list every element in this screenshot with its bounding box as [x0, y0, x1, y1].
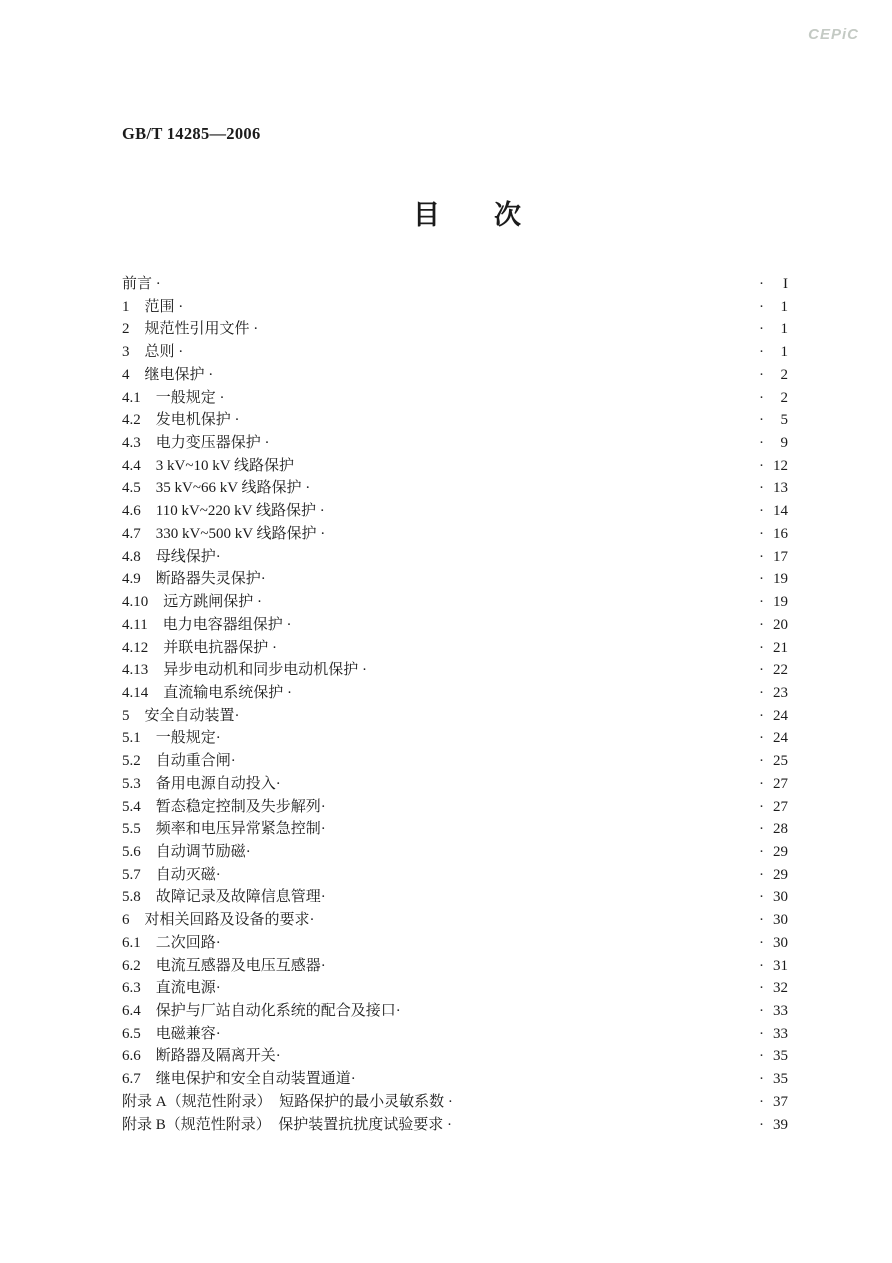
- toc-leader-dot: ·: [759, 457, 764, 474]
- toc-leader-dot: ·: [759, 639, 764, 656]
- toc-entry-label: 4.7 330 kV~500 kV 线路保护 ·: [122, 525, 326, 542]
- toc-entry: [122, 750, 788, 773]
- toc-entry-label: 4.6 110 kV~220 kV 线路保护 ·: [122, 503, 325, 520]
- toc-leader-dot: ·: [759, 866, 764, 883]
- toc-entry-page: 21: [773, 639, 788, 656]
- toc-leader-dot: ·: [759, 889, 764, 906]
- cepic-logo: CEPiC: [808, 26, 859, 43]
- toc-leader-dot: ·: [759, 730, 764, 747]
- toc-leader-dot: ·: [759, 503, 764, 520]
- toc-leader-dot: ·: [759, 616, 764, 633]
- toc-entry-page: 35: [773, 1048, 788, 1065]
- toc-leader-dot: ·: [759, 1071, 764, 1088]
- toc-entry-page: 22: [773, 662, 788, 679]
- toc-entry: [122, 523, 788, 546]
- toc-entry: [122, 909, 788, 932]
- toc-entry-label: 6.3 直流电源·: [122, 980, 221, 997]
- toc-leader-dot: ·: [759, 934, 764, 951]
- toc-entry: [122, 568, 788, 591]
- toc-leader-dot: ·: [759, 321, 764, 338]
- toc-entry: [122, 341, 788, 364]
- toc-entry-page: I: [783, 276, 788, 292]
- toc-entry: [122, 955, 788, 978]
- toc-entry: [122, 614, 788, 637]
- toc-entry-label: 4.12 并联电抗器保护 ·: [122, 639, 277, 656]
- toc-entry-page: 1: [780, 298, 788, 315]
- toc-entry-page: 35: [773, 1071, 788, 1088]
- toc-entry-page: 14: [773, 503, 788, 520]
- toc-entry: [122, 977, 788, 1000]
- toc-entry-label: 4.10 远方跳闸保护 ·: [122, 594, 262, 611]
- toc-entry-label: 4 继电保护 ·: [122, 366, 214, 383]
- toc-entry-label: 6 对相关回路及设备的要求·: [122, 912, 315, 929]
- toc-entry: [122, 796, 788, 819]
- toc-leader-dot: ·: [759, 707, 764, 724]
- toc-entry-page: 39: [773, 1116, 788, 1133]
- toc-entry-label: 5.4 暂态稳定控制及失步解列·: [122, 798, 326, 815]
- toc-entry-label: 6.1 二次回路·: [122, 934, 221, 951]
- toc-entry-label: 4.14 直流输电系统保护 ·: [122, 684, 292, 701]
- toc-entry-label: 4.9 断路器失灵保护·: [122, 571, 266, 588]
- toc-list: [122, 273, 788, 1136]
- toc-entry-page: 30: [773, 889, 788, 906]
- toc-entry-label: 4.4 3 kV~10 kV 线路保护: [122, 457, 295, 474]
- toc-entry-label: 5.1 一般规定·: [122, 730, 221, 747]
- toc-entry: [122, 841, 788, 864]
- toc-entry-page: 19: [773, 594, 788, 611]
- toc-leader-dot: ·: [759, 1048, 764, 1065]
- toc-entry: [122, 296, 788, 319]
- toc-entry: [122, 591, 788, 614]
- toc-entry-label: 4.5 35 kV~66 kV 线路保护 ·: [122, 480, 311, 497]
- toc-entry: [122, 637, 788, 660]
- toc-entry-label: 5.5 频率和电压异常紧急控制·: [122, 821, 326, 838]
- toc-entry-page: 27: [773, 798, 788, 815]
- toc-leader-dot: ·: [759, 366, 764, 383]
- toc-entry-label: 4.1 一般规定 ·: [122, 389, 225, 406]
- toc-leader-dot: ·: [759, 684, 764, 701]
- toc-entry-page: 20: [773, 616, 788, 633]
- toc-entry-page: 25: [773, 753, 788, 770]
- toc-leader-dot: ·: [759, 548, 764, 565]
- toc-leader-dot: ·: [759, 480, 764, 497]
- toc-entry-label: 6.2 电流互感器及电压互感器·: [122, 957, 326, 974]
- toc-leader-dot: ·: [759, 1025, 764, 1042]
- toc-leader-dot: ·: [759, 525, 764, 542]
- toc-entry: [122, 682, 788, 705]
- toc-entry-page: 16: [773, 525, 788, 542]
- toc-entry-label: 6.4 保护与厂站自动化系统的配合及接口·: [122, 1003, 401, 1019]
- toc-entry: [122, 546, 788, 569]
- toc-leader-dot: ·: [759, 571, 764, 588]
- standard-code: GB/T 14285—2006: [122, 124, 261, 143]
- toc-entry-label: 4.13 异步电动机和同步电动机保护 ·: [122, 662, 367, 679]
- toc-leader-dot: ·: [759, 594, 764, 611]
- toc-entry: [122, 705, 788, 728]
- toc-entry: [122, 727, 788, 750]
- toc-entry-label: 附录 A（规范性附录） 短路保护的最小灵敏系数 ·: [122, 1093, 453, 1110]
- toc-entry: [122, 1091, 788, 1114]
- toc-leader-dot: ·: [759, 298, 764, 315]
- toc-entry: [122, 273, 788, 296]
- toc-leader-dot: ·: [759, 1093, 764, 1110]
- toc-entry-label: 3 总则 ·: [122, 344, 184, 361]
- toc-leader-dot: ·: [759, 798, 764, 815]
- toc-entry: [122, 387, 788, 410]
- toc-entry-label: 6.7 继电保护和安全自动装置通道·: [122, 1071, 356, 1088]
- toc-entry-page: 13: [773, 480, 788, 497]
- toc-entry-label: 5.6 自动调节励磁·: [122, 843, 251, 860]
- toc-leader-dot: ·: [759, 957, 764, 974]
- toc-entry: [122, 932, 788, 955]
- toc-entry-page: 30: [773, 912, 788, 929]
- toc-leader-dot: ·: [759, 435, 764, 452]
- toc-entry-page: 17: [773, 548, 788, 565]
- toc-entry-label: 4.3 电力变压器保护 ·: [122, 435, 270, 452]
- toc-leader-dot: ·: [759, 276, 764, 292]
- toc-entry-page: 12: [773, 457, 788, 474]
- toc-entry: [122, 1068, 788, 1091]
- toc-entry-page: 1: [780, 321, 788, 338]
- toc-leader-dot: ·: [759, 912, 764, 929]
- toc-entry-label: 5.8 故障记录及故障信息管理·: [122, 889, 326, 906]
- toc-entry: [122, 364, 788, 387]
- toc-entry-page: 1: [780, 344, 788, 361]
- toc-entry-page: 31: [773, 957, 788, 974]
- toc-entry-page: 2: [780, 389, 788, 406]
- toc-leader-dot: ·: [759, 843, 764, 860]
- toc-entry-page: 32: [773, 980, 788, 997]
- toc-entry-page: 33: [773, 1003, 788, 1019]
- toc-entry: [122, 318, 788, 341]
- toc-entry-page: 29: [773, 866, 788, 883]
- toc-entry: [122, 455, 788, 478]
- toc-entry-page: 2: [780, 366, 788, 383]
- toc-entry-label: 5 安全自动装置·: [122, 707, 240, 724]
- toc-entry-page: 19: [773, 571, 788, 588]
- toc-entry: [122, 500, 788, 523]
- toc-entry: [122, 1023, 788, 1046]
- toc-entry: [122, 864, 788, 887]
- toc-entry: [122, 1114, 788, 1137]
- toc-entry-page: 24: [773, 730, 788, 747]
- toc-entry-page: 9: [780, 435, 788, 452]
- toc-entry-page: 28: [773, 821, 788, 838]
- toc-leader-dot: ·: [759, 389, 764, 406]
- toc-entry-page: 23: [773, 684, 788, 701]
- toc-entry-label: 1 范围 ·: [122, 298, 184, 315]
- toc-entry-page: 5: [780, 412, 788, 429]
- toc-entry-label: 6.5 电磁兼容·: [122, 1025, 221, 1042]
- toc-entry: [122, 409, 788, 432]
- toc-entry: [122, 432, 788, 455]
- toc-leader-dot: ·: [759, 753, 764, 770]
- toc-entry: [122, 1000, 788, 1023]
- toc-entry-page: 29: [773, 843, 788, 860]
- toc-entry: [122, 659, 788, 682]
- toc-entry-page: 24: [773, 707, 788, 724]
- toc-entry: [122, 773, 788, 796]
- toc-leader-dot: ·: [759, 821, 764, 838]
- toc-page-title: 目 次: [413, 200, 521, 230]
- toc-entry-label: 6.6 断路器及隔离开关·: [122, 1048, 281, 1065]
- toc-entry-label: 5.7 自动灭磁·: [122, 866, 221, 883]
- toc-leader-dot: ·: [759, 1003, 764, 1019]
- toc-leader-dot: ·: [759, 344, 764, 361]
- toc-entry: [122, 1045, 788, 1068]
- toc-entry-page: 30: [773, 934, 788, 951]
- toc-entry-label: 5.2 自动重合闸·: [122, 753, 236, 770]
- toc-entry-page: 33: [773, 1025, 788, 1042]
- toc-entry-page: 27: [773, 775, 788, 792]
- toc-entry-label: 前言 ·: [122, 276, 161, 292]
- toc-entry: [122, 477, 788, 500]
- toc-entry-label: 附录 B（规范性附录） 保护装置抗扰度试验要求 ·: [122, 1116, 453, 1133]
- toc-entry-label: 5.3 备用电源自动投入·: [122, 775, 281, 792]
- toc-leader-dot: ·: [759, 775, 764, 792]
- toc-entry-page: 37: [773, 1093, 788, 1110]
- toc-leader-dot: ·: [759, 662, 764, 679]
- toc-entry-label: 4.8 母线保护·: [122, 548, 221, 565]
- toc-entry-label: 2 规范性引用文件 ·: [122, 321, 259, 338]
- toc-entry-label: 4.11 电力电容器组保护 ·: [122, 616, 292, 633]
- toc-leader-dot: ·: [759, 412, 764, 429]
- toc-entry: [122, 818, 788, 841]
- toc-entry-label: 4.2 发电机保护 ·: [122, 412, 240, 429]
- toc-entry: [122, 886, 788, 909]
- toc-leader-dot: ·: [759, 980, 764, 997]
- toc-leader-dot: ·: [759, 1116, 764, 1133]
